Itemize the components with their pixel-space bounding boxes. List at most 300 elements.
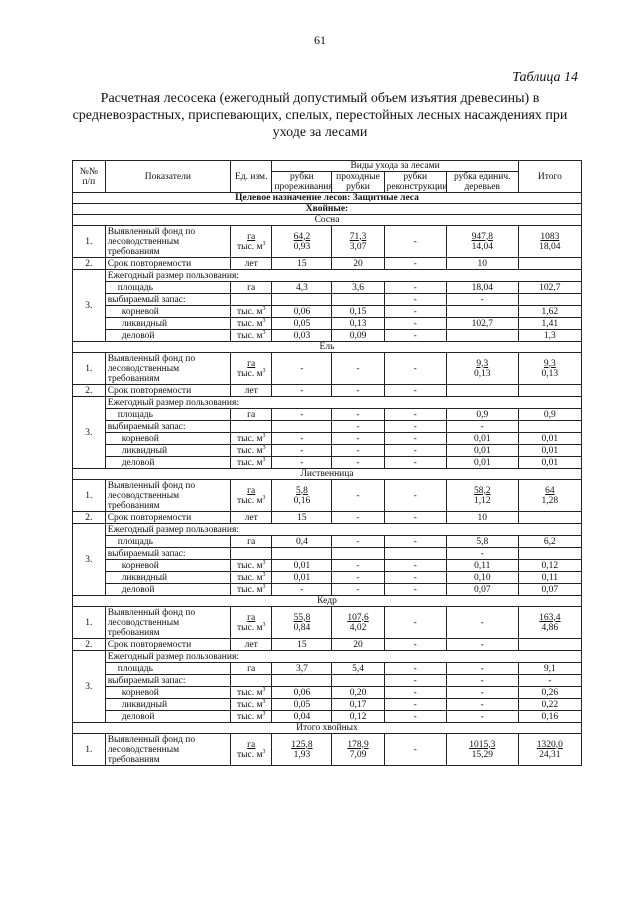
row-number: 2.	[73, 385, 106, 397]
species-name: Лиственница	[73, 469, 582, 480]
business-value: 1,3	[518, 330, 581, 342]
unit-superscript: 3	[262, 444, 266, 451]
business-value: 0,04	[272, 711, 332, 723]
root-row	[73, 687, 582, 699]
stock-value: -	[518, 675, 581, 687]
root-row	[73, 306, 582, 318]
stock-value: -	[446, 548, 518, 560]
business-value: 0,07	[518, 584, 581, 596]
root-unit	[231, 687, 272, 699]
area-unit	[231, 282, 272, 294]
unit-label: тыс. м	[236, 622, 263, 633]
fund-volume-value: 0,84	[293, 622, 311, 633]
business-value: -	[384, 584, 446, 596]
total-section-row	[73, 723, 582, 734]
business-value: -	[446, 711, 518, 723]
logging-table	[72, 160, 582, 766]
root-unit	[231, 433, 272, 445]
business-unit	[231, 330, 272, 342]
stock-value	[332, 548, 384, 560]
fund-area-value: 64,2	[293, 231, 311, 242]
fund-volume-value: 4,86	[541, 622, 559, 633]
total-section-label: Итого хвойных	[73, 723, 582, 734]
row-number: 1.	[73, 353, 106, 385]
species-row	[73, 215, 582, 226]
liquid-value: -	[384, 572, 446, 584]
liquid-unit	[231, 445, 272, 457]
species-name: Кедр	[73, 596, 582, 607]
fund-area-value: -	[356, 490, 360, 501]
period-value: -	[384, 639, 446, 651]
business-value	[446, 330, 518, 342]
fund-area-value: 163,4	[539, 612, 561, 623]
area-unit	[231, 536, 272, 548]
period-label: Срок повторяемости	[105, 512, 230, 524]
fund-cell	[384, 480, 446, 512]
business-value: -	[384, 457, 446, 469]
unit-label: тыс. м	[236, 687, 263, 698]
row-number: 1.	[73, 734, 106, 766]
fund-cell	[384, 607, 446, 639]
root-value: 1,62	[518, 306, 581, 318]
root-value: -	[384, 687, 446, 699]
root-label: корневой	[105, 560, 230, 572]
liquid-label: ликвидный	[105, 445, 230, 457]
stock-value	[272, 675, 332, 687]
fund-label: Выявленный фонд по лесоводственным требованиям	[105, 226, 230, 258]
unit-label: тыс. м	[236, 560, 263, 571]
business-value: 0,07	[446, 584, 518, 596]
fund-cell	[446, 480, 518, 512]
unit-label: га	[247, 358, 256, 369]
unit-label: га	[247, 663, 256, 674]
root-label: корневой	[105, 433, 230, 445]
liquid-unit	[231, 318, 272, 330]
page-number: 61	[314, 33, 326, 47]
fund-cell	[446, 353, 518, 385]
area-value: 6,2	[518, 536, 581, 548]
header-unit: Ед. изм.	[231, 161, 272, 193]
annual-row	[73, 651, 582, 663]
root-value: -	[384, 433, 446, 445]
area-row	[73, 536, 582, 548]
stock-value	[518, 548, 581, 560]
stock-value	[332, 675, 384, 687]
stock-value: -	[332, 421, 384, 433]
table-header-row	[73, 161, 582, 172]
unit-superscript: 3	[262, 583, 266, 590]
annual-label: Ежегодный размер пользования:	[105, 270, 581, 282]
header-types-group: Виды ухода за лесами	[272, 161, 518, 172]
business-row	[73, 330, 582, 342]
period-unit: лет	[231, 512, 272, 524]
period-label: Срок повторяемости	[105, 639, 230, 651]
fund-cell	[384, 353, 446, 385]
stock-label: выбираемый запас:	[105, 675, 230, 687]
fund-cell	[446, 226, 518, 258]
fund-cell	[272, 480, 332, 512]
fund-label: Выявленный фонд по лесоводственным требованиям	[105, 480, 230, 512]
liquid-value: -	[332, 572, 384, 584]
stock-value	[384, 548, 446, 560]
liquid-value: -	[332, 445, 384, 457]
fund-cell	[272, 353, 332, 385]
area-value: 9,1	[518, 663, 581, 675]
liquid-value: 0,17	[332, 699, 384, 711]
purpose-row	[73, 193, 582, 204]
stock-unit	[231, 548, 272, 560]
fund-volume-value: 0,13	[473, 368, 491, 379]
fund-area-value: 5,8	[295, 485, 308, 496]
liquid-label: ликвидный	[105, 318, 230, 330]
annual-label: Ежегодный размер пользования:	[105, 397, 581, 409]
period-value: -	[332, 512, 384, 524]
area-value: 3,7	[272, 663, 332, 675]
unit-label: га	[247, 409, 256, 420]
area-value: 0,9	[446, 409, 518, 421]
root-value: 0,01	[518, 433, 581, 445]
root-unit	[231, 560, 272, 572]
header-indicators: Показатели	[105, 161, 230, 193]
root-value: 0,06	[272, 687, 332, 699]
fund-cell	[332, 353, 384, 385]
unit-label: тыс. м	[236, 445, 263, 456]
period-value	[518, 258, 581, 270]
species-row	[73, 469, 582, 480]
liquid-value: 0,11	[518, 572, 581, 584]
fund-area-value: 9,3	[543, 358, 556, 369]
period-value: 15	[272, 512, 332, 524]
root-value: -	[332, 433, 384, 445]
unit-superscript: 3	[262, 571, 266, 578]
fund-area-value: 9,3	[476, 358, 489, 369]
stock-row	[73, 675, 582, 687]
area-value: -	[384, 282, 446, 294]
row-number: 1.	[73, 607, 106, 639]
unit-label: тыс. м	[236, 457, 263, 468]
row-number: 2.	[73, 639, 106, 651]
unit-superscript: 3	[262, 559, 266, 566]
area-unit	[231, 409, 272, 421]
fund-area-value: 58,2	[473, 485, 491, 496]
area-label: площадь	[105, 536, 230, 548]
stock-label: выбираемый запас:	[105, 294, 230, 306]
fund-cell	[272, 734, 332, 766]
fund-area-value: -	[413, 617, 417, 628]
period-label: Срок повторяемости	[105, 385, 230, 397]
fund-area-value: 71,3	[349, 231, 367, 242]
period-value: -	[384, 512, 446, 524]
area-value: -	[272, 409, 332, 421]
fund-area-value: -	[413, 490, 417, 501]
row-number: 3.	[73, 524, 106, 596]
root-unit	[231, 306, 272, 318]
period-row	[73, 258, 582, 270]
stock-unit	[231, 294, 272, 306]
area-label: площадь	[105, 663, 230, 675]
unit-label: тыс. м	[236, 330, 263, 341]
fund-label: Выявленный фонд по лесоводственным требованиям	[105, 607, 230, 639]
business-row	[73, 711, 582, 723]
liquid-value: -	[384, 318, 446, 330]
unit-label: тыс. м	[236, 749, 263, 760]
area-value: -	[446, 663, 518, 675]
period-unit: лет	[231, 385, 272, 397]
fund-volume-value: 3,07	[349, 241, 367, 252]
fund-volume-value: 0,13	[541, 368, 559, 379]
unit-superscript: 3	[262, 686, 266, 693]
unit-superscript: 3	[262, 710, 266, 717]
root-value: 0,01	[272, 560, 332, 572]
fund-area-value: 947,8	[471, 231, 493, 242]
fund-volume-value: 14,04	[471, 241, 493, 252]
unit-label: тыс. м	[236, 306, 263, 317]
stock-value: -	[384, 675, 446, 687]
area-row	[73, 282, 582, 294]
liquid-value: 0,22	[518, 699, 581, 711]
area-value: -	[384, 536, 446, 548]
fund-area-value: 1015,3	[469, 739, 496, 750]
stock-value: -	[446, 294, 518, 306]
liquid-value: 0,01	[272, 572, 332, 584]
period-value: -	[272, 385, 332, 397]
business-row	[73, 457, 582, 469]
area-value: -	[384, 409, 446, 421]
fund-area-value: -	[300, 363, 304, 374]
business-value: 0,09	[332, 330, 384, 342]
liquid-value: -	[384, 445, 446, 457]
header-type-single: рубка единич. деревьев	[446, 172, 518, 193]
area-label: площадь	[105, 282, 230, 294]
stock-label: выбираемый запас:	[105, 421, 230, 433]
business-value: -	[332, 584, 384, 596]
row-number: 1.	[73, 226, 106, 258]
fund-area-value: 55,8	[293, 612, 311, 623]
period-value: 15	[272, 639, 332, 651]
unit-superscript: 3	[262, 621, 266, 628]
liquid-value: 0,01	[446, 445, 518, 457]
fund-area-value: 107,6	[347, 612, 369, 623]
row-number: 2.	[73, 512, 106, 524]
table-label: Таблица 14	[512, 70, 578, 85]
business-value: 0,01	[518, 457, 581, 469]
header-type-passing: проходные рубки	[332, 172, 384, 193]
liquid-value: -	[446, 699, 518, 711]
fund-area-value: -	[413, 363, 417, 374]
fund-area-value: -	[413, 744, 417, 755]
fund-area-value: 64	[545, 485, 555, 496]
stock-value	[272, 548, 332, 560]
fund-cell	[332, 480, 384, 512]
fund-volume-value: 24,31	[539, 749, 561, 760]
row-number: 3.	[73, 651, 106, 723]
row-number: 2.	[73, 258, 106, 270]
fund-row	[73, 734, 582, 766]
business-value: -	[384, 330, 446, 342]
fund-volume-value: 0,16	[293, 495, 311, 506]
period-value: -	[446, 639, 518, 651]
business-unit	[231, 711, 272, 723]
fund-volume-value: 1,12	[473, 495, 491, 506]
stock-value: -	[384, 294, 446, 306]
stock-unit	[231, 675, 272, 687]
business-value: 0,03	[272, 330, 332, 342]
root-value: -	[332, 560, 384, 572]
unit-superscript: 3	[262, 748, 266, 755]
species-name: Сосна	[73, 215, 582, 226]
root-label: корневой	[105, 306, 230, 318]
period-value: -	[384, 258, 446, 270]
area-value: 0,9	[518, 409, 581, 421]
area-value: 5,8	[446, 536, 518, 548]
header-type-thinning: рубки прореживания	[272, 172, 332, 193]
area-value: 0,4	[272, 536, 332, 548]
business-value: -	[272, 457, 332, 469]
fund-area-value: 1083	[540, 231, 560, 242]
period-value	[446, 385, 518, 397]
fund-cell	[518, 480, 581, 512]
fund-area-value: -	[356, 363, 360, 374]
annual-row	[73, 397, 582, 409]
liquid-row	[73, 445, 582, 457]
stock-value	[518, 294, 581, 306]
root-value: 0,11	[446, 560, 518, 572]
unit-label: тыс. м	[236, 584, 263, 595]
group-label: Хвойные:	[73, 204, 582, 215]
root-value: -	[384, 306, 446, 318]
liquid-label: ликвидный	[105, 699, 230, 711]
unit-label: тыс. м	[236, 699, 263, 710]
unit-superscript: 3	[262, 494, 266, 501]
period-value: 10	[446, 512, 518, 524]
stock-row	[73, 421, 582, 433]
liquid-row	[73, 699, 582, 711]
annual-label: Ежегодный размер пользования:	[105, 651, 581, 663]
fund-cell	[518, 607, 581, 639]
root-value: -	[272, 433, 332, 445]
unit-superscript: 3	[262, 329, 266, 336]
unit-label: га	[247, 282, 256, 293]
stock-value	[518, 421, 581, 433]
period-value	[518, 512, 581, 524]
unit-label: га	[247, 739, 256, 750]
stock-value: -	[446, 675, 518, 687]
root-row	[73, 560, 582, 572]
root-value: 0,01	[446, 433, 518, 445]
period-row	[73, 385, 582, 397]
fund-area-value: 178,9	[347, 739, 369, 750]
row-number: 3.	[73, 270, 106, 342]
liquid-value: 0,13	[332, 318, 384, 330]
liquid-row	[73, 572, 582, 584]
unit-label: га	[247, 485, 256, 496]
stock-row	[73, 294, 582, 306]
area-value: -	[332, 409, 384, 421]
header-total: Итого	[518, 161, 581, 193]
business-value: -	[272, 584, 332, 596]
stock-value	[272, 294, 332, 306]
liquid-value: 102,7	[446, 318, 518, 330]
fund-cell	[518, 734, 581, 766]
unit-label: тыс. м	[236, 241, 263, 252]
fund-unit	[231, 226, 272, 258]
header-no: №№ п/п	[73, 161, 106, 193]
unit-superscript: 3	[262, 305, 266, 312]
unit-superscript: 3	[262, 698, 266, 705]
fund-cell	[518, 353, 581, 385]
period-value	[518, 639, 581, 651]
fund-cell	[272, 226, 332, 258]
period-value: -	[332, 385, 384, 397]
period-value: 20	[332, 258, 384, 270]
period-value: 10	[446, 258, 518, 270]
area-value: 5,4	[332, 663, 384, 675]
liquid-value: 0,05	[272, 318, 332, 330]
fund-cell	[446, 607, 518, 639]
period-value: 15	[272, 258, 332, 270]
fund-row	[73, 480, 582, 512]
unit-label: тыс. м	[236, 711, 263, 722]
root-value: 0,26	[518, 687, 581, 699]
liquid-unit	[231, 572, 272, 584]
fund-unit	[231, 480, 272, 512]
header-type-reconstruction: рубки реконструкции	[384, 172, 446, 193]
fund-cell	[332, 607, 384, 639]
fund-cell	[332, 734, 384, 766]
business-value: 0,01	[446, 457, 518, 469]
unit-label: тыс. м	[236, 495, 263, 506]
period-value: 20	[332, 639, 384, 651]
fund-cell	[384, 734, 446, 766]
stock-value	[332, 294, 384, 306]
stock-unit	[231, 421, 272, 433]
unit-label: тыс. м	[236, 368, 263, 379]
period-row	[73, 639, 582, 651]
root-value: 0,06	[272, 306, 332, 318]
business-value: -	[332, 457, 384, 469]
fund-cell	[384, 226, 446, 258]
annual-label: Ежегодный размер пользования:	[105, 524, 581, 536]
liquid-value: -	[272, 445, 332, 457]
area-value: 102,7	[518, 282, 581, 294]
fund-area-value: -	[413, 236, 417, 247]
area-row	[73, 663, 582, 675]
document-title: Расчетная лесосека (ежегодный допустимый объем изъятия древесины) в средневозрастных, приспевающих, спелых, перестойных лесных насаждениях при уходе за лесами	[72, 91, 568, 140]
business-value: 0,16	[518, 711, 581, 723]
fund-row	[73, 607, 582, 639]
unit-superscript: 3	[262, 240, 266, 247]
period-row	[73, 512, 582, 524]
fund-volume-value: 1,93	[293, 749, 311, 760]
liquid-value: 0,10	[446, 572, 518, 584]
liquid-unit	[231, 699, 272, 711]
liquid-row	[73, 318, 582, 330]
business-label: деловой	[105, 457, 230, 469]
area-value: -	[384, 663, 446, 675]
fund-volume-value: 15,29	[471, 749, 493, 760]
business-label: деловой	[105, 584, 230, 596]
stock-value: -	[446, 421, 518, 433]
period-unit: лет	[231, 639, 272, 651]
fund-area-value: 1320,0	[536, 739, 563, 750]
fund-volume-value: 1,28	[541, 495, 559, 506]
unit-superscript: 3	[262, 367, 266, 374]
unit-superscript: 3	[262, 456, 266, 463]
fund-cell	[446, 734, 518, 766]
fund-row	[73, 353, 582, 385]
fund-label: Выявленный фонд по лесоводственным требованиям	[105, 353, 230, 385]
fund-area-value: 125,8	[291, 739, 313, 750]
